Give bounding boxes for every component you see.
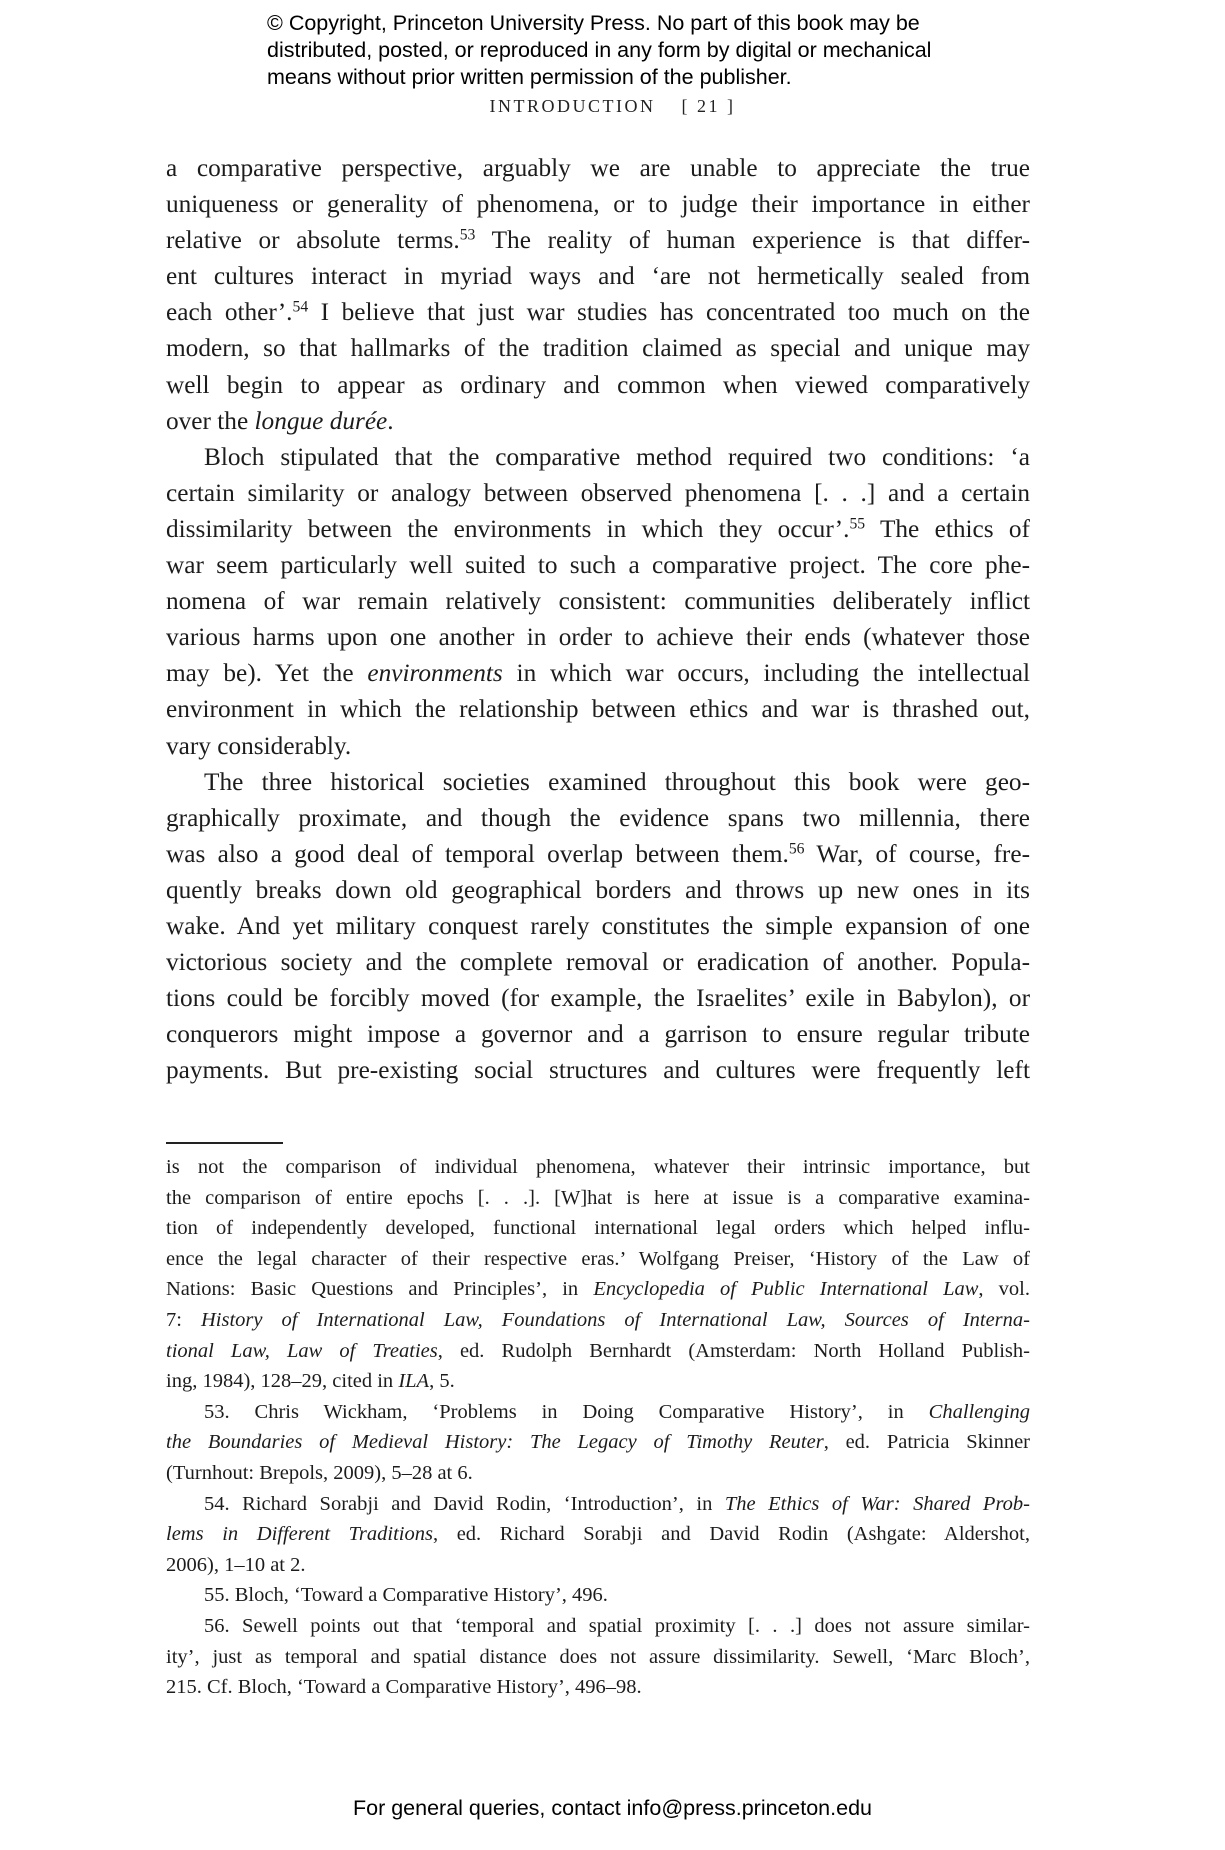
text-line: [166, 403, 1030, 439]
text-line: certain similarity or analogy between observed phenomena [. . .] and a certain: [166, 478, 1030, 507]
text-line: 215. Cf. Bloch, ‘Toward a Comparative History’, 496–98.: [166, 1676, 642, 1699]
text-line: [166, 1519, 1030, 1550]
text-line: tions could be forcibly moved (for example, the Israelites’ exile in Babylon), or: [166, 984, 1030, 1013]
text-run: , vol.: [978, 1278, 1030, 1301]
text-run: I believe that just war studies has concentrated too much on the: [308, 298, 1030, 327]
text-line: quently breaks down old geographical borders and throws up new ones in its: [166, 875, 1030, 904]
footnote-ref: 54: [292, 298, 309, 316]
text-run: , ed. Rudolph Bernhardt (Amsterdam: North Holland Publish-: [437, 1339, 1030, 1362]
text-run: 54. Richard Sorabji and David Rodin, ‘Introduction’, in: [204, 1492, 725, 1515]
italic-text: longue durée: [254, 406, 388, 435]
text-run: relative or absolute terms.: [166, 226, 460, 255]
text-run: , ed. Richard Sorabji and David Rodin (Ashgate: Aldershot,: [432, 1523, 1030, 1546]
text-line: war seem particularly well suited to such a comparative project. The core phe-: [166, 551, 1030, 580]
italic-text: tional Law, Law of Treaties: [166, 1339, 438, 1362]
text-line: vary considerably.: [166, 731, 352, 760]
running-head: [0, 96, 1225, 117]
footnote-ref: 55: [849, 515, 866, 533]
text-line: Bloch stipulated that the comparative method required two conditions: ‘a: [204, 442, 1030, 471]
paragraph: [166, 439, 1030, 764]
text-run: .: [387, 406, 394, 435]
footnote-divider: [166, 1142, 283, 1144]
text-run: , 5.: [429, 1370, 455, 1393]
text-line: 55. Bloch, ‘Toward a Comparative History’, 496.: [204, 1584, 608, 1607]
italic-text: environments: [367, 659, 503, 688]
text-line: 2006), 1–10 at 2.: [166, 1553, 306, 1576]
text-line: wake. And yet military conquest rarely constitutes the simple expansion of one: [166, 911, 1030, 940]
text-run: 7:: [166, 1308, 201, 1331]
text-line: [166, 1489, 1030, 1520]
text-run: , ed. Patricia Skinner: [823, 1431, 1030, 1454]
copyright-line: distributed, posted, or reproduced in any form by digital or mechanical: [267, 38, 932, 62]
text-line: ence the legal character of their respective eras.’ Wolfgang Preiser, ‘History of the Law of: [166, 1247, 1030, 1270]
text-line: [166, 836, 1030, 872]
text-line: [166, 511, 1030, 547]
footnote-ref: 56: [788, 840, 805, 858]
text-run: 53. Chris Wickham, ‘Problems in Doing Comparative History’, in: [204, 1400, 929, 1423]
text-run: The ethics of: [865, 514, 1030, 543]
text-line: graphically proximate, and though the evidence spans two millennia, there: [166, 803, 1030, 832]
text-line: [166, 1274, 1030, 1305]
paragraph: [166, 150, 1030, 439]
text-run: in which war occurs, including the intellectual: [502, 659, 1030, 688]
text-line: victorious society and the complete removal or eradication of another. Popula-: [166, 948, 1030, 977]
text-run: ing, 1984), 128–29, cited in: [166, 1370, 399, 1393]
text-run: War, of course, fre-: [804, 839, 1030, 868]
text-line: [166, 294, 1030, 330]
text-run: Nations: Basic Questions and Principles’, in: [166, 1278, 594, 1301]
italic-text: Encyclopedia of Public International Law: [593, 1278, 979, 1301]
italic-text: lems in Different Traditions: [166, 1523, 433, 1546]
text-run: each other’.: [166, 298, 293, 327]
text-line: [166, 1366, 1030, 1397]
text-line: various harms upon one another in order to achieve their ends (whatever those: [166, 623, 1030, 652]
text-run: was also a good deal of temporal overlap between them.: [166, 839, 789, 868]
text-line: ent cultures interact in myriad ways and ‘are not hermetically sealed from: [166, 262, 1030, 291]
text-run: dissimilarity between the environments in which they occur’.: [166, 514, 850, 543]
text-line: [166, 1305, 1030, 1336]
italic-text: Challenging: [928, 1400, 1030, 1423]
paragraph: [166, 764, 1030, 1089]
copyright-line: means without prior written permission of the publisher.: [267, 65, 792, 89]
text-line: ity’, just as temporal and spatial distance does not assure dissimilarity. Sewell, ‘Marc Bloch’,: [166, 1645, 1030, 1668]
page-number: [ 21 ]: [681, 96, 736, 116]
text-line: [166, 222, 1030, 258]
copyright-notice: [267, 10, 1027, 91]
text-line: the comparison of entire epochs [. . .]. [W]hat is here at issue is a comparative examina-: [166, 1186, 1030, 1209]
text-line: tion of independently developed, functional international legal orders which helped influ-: [166, 1217, 1030, 1240]
footnote-continued: [166, 1152, 1030, 1397]
text-line: (Turnhout: Brepols, 2009), 5–28 at 6.: [166, 1461, 473, 1484]
text-line: is not the comparison of individual phenomena, whatever their intrinsic importance, but: [166, 1156, 1030, 1178]
italic-text: The Ethics of War: Shared Prob-: [724, 1492, 1030, 1515]
text-line: 56. Sewell points out that ‘temporal and spatial proximity [. . .] does not assure similar-: [204, 1614, 1030, 1637]
text-line: conquerors might impose a governor and a garrison to ensure regular tribute: [166, 1020, 1030, 1049]
text-line: [166, 655, 1030, 691]
text-line: uniqueness or generality of phenomena, or to judge their importance in either: [166, 190, 1030, 219]
text-line: [166, 1336, 1030, 1367]
text-line: nomena of war remain relatively consistent: communities deliberately inflict: [166, 587, 1030, 616]
text-line: modern, so that hallmarks of the tradition claimed as special and unique may: [166, 334, 1030, 363]
footnote-56: [166, 1611, 1030, 1703]
footnote-54: [166, 1489, 1030, 1581]
text-line: The three historical societies examined throughout this book were geo-: [204, 767, 1030, 796]
footnotes: [166, 1152, 1030, 1703]
footnote-53: [166, 1397, 1030, 1489]
text-line: payments. But pre-existing social structures and cultures were frequently left: [166, 1056, 1030, 1085]
footer-contact: For general queries, contact info@press.princeton.edu: [352, 1796, 872, 1820]
text-line: well begin to appear as ordinary and common when viewed comparatively: [166, 370, 1030, 399]
text-run: The reality of human experience is that differ-: [475, 226, 1031, 255]
italic-text: ILA: [398, 1370, 430, 1393]
running-head-title: INTRODUCTION: [489, 96, 656, 116]
italic-text: History of International Law, Foundations of International Law, Sources of Interna-: [201, 1308, 1030, 1331]
text-line: environment in which the relationship between ethics and war is thrashed out,: [166, 695, 1030, 724]
text-line: a comparative perspective, arguably we are unable to appreciate the true: [166, 154, 1030, 182]
text-run: over the: [166, 406, 255, 435]
text-line: [166, 1427, 1030, 1458]
text-line: [166, 1397, 1030, 1428]
text-run: may be). Yet the: [166, 659, 368, 688]
footnote-55: [166, 1580, 1030, 1611]
main-text: [166, 150, 1030, 1088]
footnote-ref: 53: [459, 226, 476, 244]
italic-text: the Boundaries of Medieval History: The Legacy of Timothy Reuter: [166, 1431, 824, 1454]
copyright-line: © Copyright, Princeton University Press. No part of this book may be: [267, 11, 920, 35]
